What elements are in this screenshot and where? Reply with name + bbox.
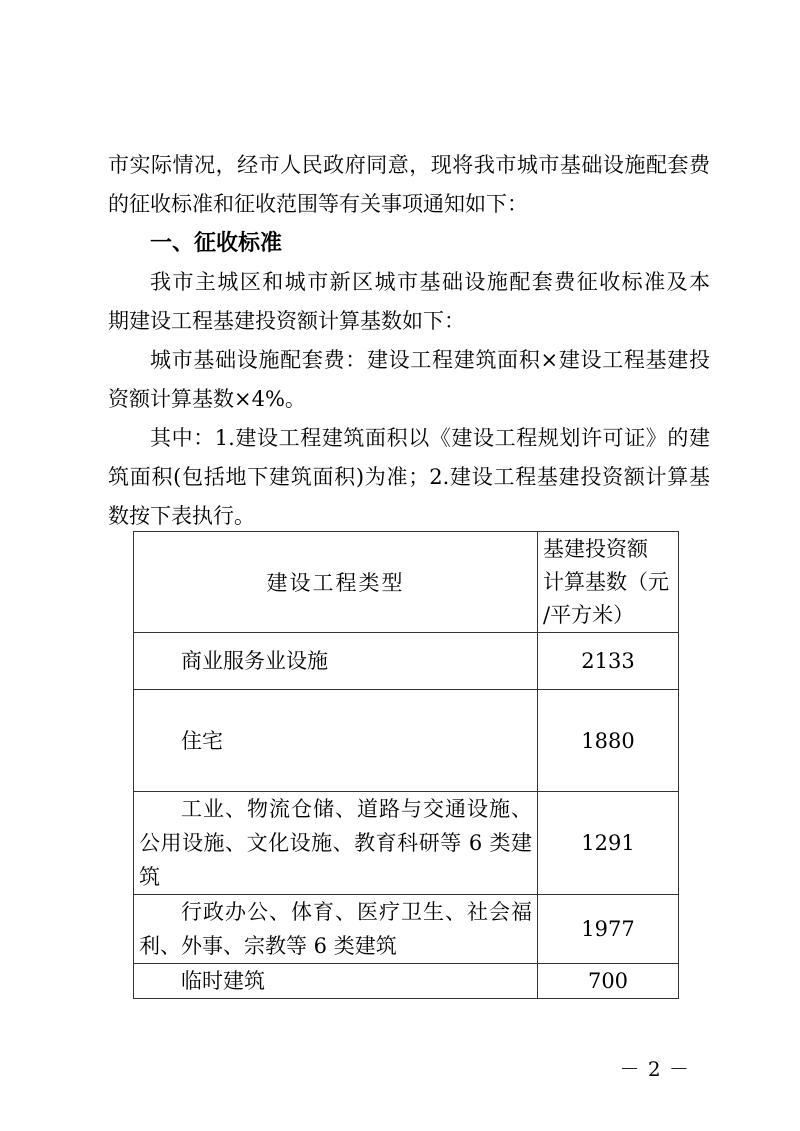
table-row xyxy=(134,792,679,895)
body-paragraph-1: 市实际情况，经市人民政府同意，现将我市城市基础设施配套费 的征收标准和征收范围等有关事项通知如下： xyxy=(108,153,710,216)
col-header-project-type: 建设工程类型 xyxy=(134,532,538,633)
project-type-cell: 临时建筑 xyxy=(134,964,538,999)
table-row xyxy=(134,633,679,690)
section-heading: 一、征收标准 xyxy=(150,231,283,256)
table-header-row xyxy=(134,532,679,633)
table-body xyxy=(134,633,679,999)
table-row xyxy=(134,964,679,999)
base-value-cell: 2133 xyxy=(538,633,679,690)
fee-table xyxy=(133,531,679,999)
base-value-cell: 1977 xyxy=(538,895,679,964)
table-row xyxy=(134,895,679,964)
page-number: － 2 － xyxy=(619,1057,690,1081)
col-header-calc-base: 基建投资额 计算基数（元 /平方米） xyxy=(538,532,679,633)
project-type-cell: 商业服务业设施 xyxy=(134,633,538,690)
base-value-cell: 1291 xyxy=(538,792,679,895)
document-body xyxy=(108,146,710,999)
body-paragraph-4: 其中：1.建设工程建筑面积以《建设工程规划许可证》的建 筑面积(包括地下建筑面积)为准；2.建设工程基建投资额计算基 数按下表执行。 xyxy=(108,426,710,528)
table-row xyxy=(134,690,679,792)
project-type-cell: 工业、物流仓储、道路与交通设施、 公用设施、文化设施、教育科研等 6 类建 筑 xyxy=(134,792,538,895)
body-paragraph-3: 城市基础设施配套费：建设工程建筑面积×建设工程基建投 资额计算基数×4%。 xyxy=(108,348,710,411)
base-value-cell: 700 xyxy=(538,964,679,999)
project-type-cell: 住宅 xyxy=(134,690,538,792)
project-type-cell: 行政办公、体育、医疗卫生、社会福 利、外事、宗教等 6 类建筑 xyxy=(134,895,538,964)
body-paragraph-2: 我市主城区和城市新区城市基础设施配套费征收标准及本 期建设工程基建投资额计算基数如下： xyxy=(108,270,710,333)
base-value-cell: 1880 xyxy=(538,690,679,792)
